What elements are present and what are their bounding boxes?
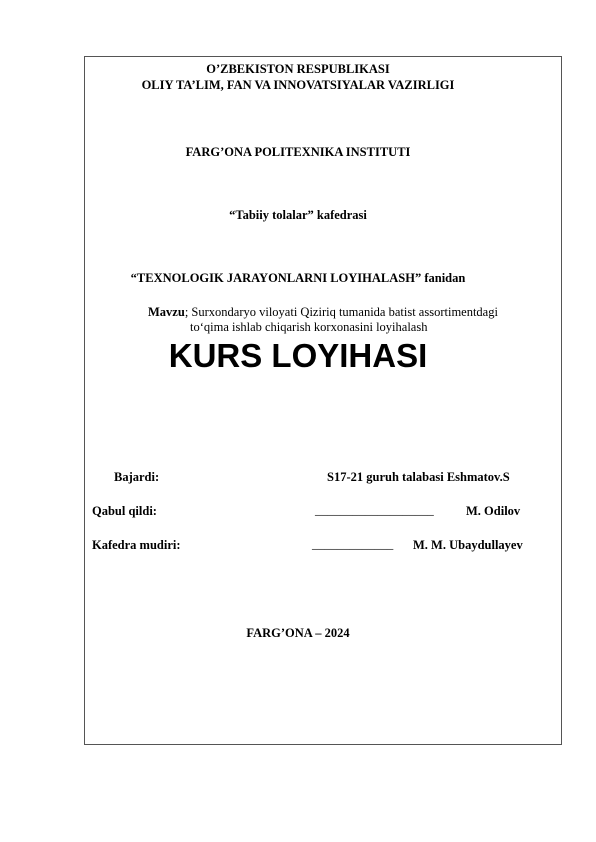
main-title: KURS LOYIHASI bbox=[168, 337, 428, 374]
kafedra-signature-line: _____________ bbox=[312, 537, 394, 551]
subject-name: “TEXNOLOGIK JARAYONLARNI LOYIHALASH” fanidan bbox=[130, 271, 466, 285]
kafedra-label: Kafedra mudiri: bbox=[92, 538, 181, 552]
qabul-value: M. Odilov bbox=[466, 504, 521, 518]
bajardi-label: Bajardi: bbox=[114, 470, 160, 484]
topic-text-line1: ; Surxondaryo viloyati Qiziriq tumanida batist assortimentdagi bbox=[184, 305, 498, 319]
header-ministry-line1: O’ZBEKISTON RESPUBLIKASI bbox=[206, 62, 390, 76]
kafedra-value: M. M. Ubaydullayev bbox=[413, 538, 523, 552]
bajardi-value: S17-21 guruh talabasi Eshmatov.S bbox=[327, 470, 510, 484]
topic-label: Mavzu bbox=[148, 305, 185, 319]
institute-name: FARG’ONA POLITEXNIKA INSTITUTI bbox=[185, 145, 411, 159]
department-name: “Tabiiy tolalar” kafedrasi bbox=[229, 208, 367, 222]
qabul-signature-line: ___________________ bbox=[315, 503, 434, 517]
topic-line1 bbox=[148, 305, 498, 320]
topic-text-line2: to‘qima ishlab chiqarish korxonasini loyihalash bbox=[190, 320, 428, 334]
qabul-label: Qabul qildi: bbox=[92, 504, 157, 518]
header-ministry-line2: OLIY TA’LIM, FAN VA INNOVATSIYALAR VAZIRLIGI bbox=[141, 78, 455, 92]
footer-city-year: FARG’ONA – 2024 bbox=[246, 626, 350, 640]
